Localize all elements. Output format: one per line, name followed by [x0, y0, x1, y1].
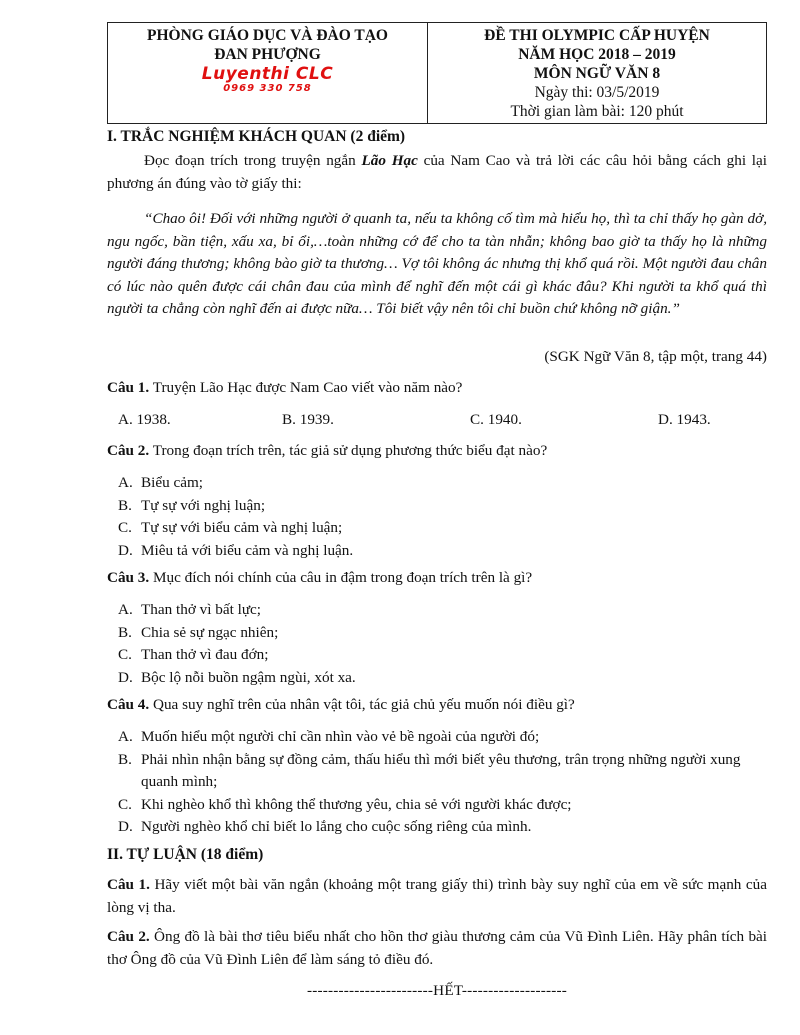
question-text: Trong đoạn trích trên, tác giả sử dụng phương thức biểu đạt nào? — [149, 442, 548, 459]
question-text: Qua suy nghĩ trên của nhân vật tôi, tác giả chủ yếu muốn nói điều gì? — [149, 696, 575, 713]
option: B. Phải nhìn nhận bằng sự đồng cảm, thấu hiểu thì mới biết yêu thương, trân trọng những người xung quanh mình; — [118, 750, 741, 790]
question-1 — [107, 377, 767, 400]
exam-date: Ngày thi: 03/5/2019 — [534, 84, 660, 101]
excerpt-source: (SGK Ngữ Văn 8, tập một, trang 44) — [544, 348, 767, 365]
section-title-part2: II. TỰ LUẬN (18 điểm) — [107, 846, 264, 863]
question-label: Câu 1. — [107, 379, 150, 396]
option: C. Tự sự với biểu cảm và nghị luận; — [118, 519, 343, 536]
question-2-options — [107, 472, 767, 562]
question-4-options — [107, 726, 767, 839]
option: D. Miêu tả với biểu cảm và nghị luận. — [118, 541, 354, 559]
option: D. Bộc lộ nỗi buồn ngậm ngùi, xót xa. — [118, 668, 356, 686]
option: B. Tự sự với nghị luận; — [118, 496, 266, 514]
header-school — [108, 23, 428, 123]
excerpt-quote: “Chao ôi! Đối với những người ở quanh ta, nếu ta không cố tìm mà hiểu họ, thì ta chỉ thấy họ gàn dở, ngu ngốc, bần tiện, xấu xa, bỉ ổi,…toàn những cớ để cho ta tàn nhẫn; không bao giờ ta thấy họ là những người đáng thương; không bào giờ ta thương… Vợ tôi không ác nhưng thị khổ quá rồi. Một người đau chân có lúc nào quên được cái chân đau của mình để nghĩ đến một cái gì khác đâu? Khi người ta khổ quá thì người ta chẳng còn nghĩ đến ai được nữa… Tôi biết vậy nên tôi chỉ buồn chứ không nỡ giận.” — [107, 210, 767, 317]
option: C. Khi nghèo khổ thì không thể thương yêu, chia sẻ với người khác được; — [118, 795, 572, 813]
question-label: Câu 2. — [107, 442, 150, 459]
school-year: NĂM HỌC 2018 – 2019 — [518, 46, 676, 63]
header-exam-info — [428, 23, 766, 123]
option: D. 1943. — [658, 411, 711, 428]
option: D. Người nghèo khổ chỉ biết lo lắng cho cuộc sống riêng của mình. — [118, 818, 532, 835]
question-label: Câu 2. — [107, 928, 150, 945]
watermark-phone: 0969 330 758 — [223, 83, 312, 94]
option: A. Than thở vì bất lực; — [118, 601, 262, 618]
question-label: Câu 4. — [107, 696, 150, 713]
question-3 — [107, 567, 767, 590]
exam-duration: Thời gian làm bài: 120 phút — [510, 103, 684, 120]
question-text: Truyện Lão Hạc được Nam Cao viết vào năm nào? — [149, 379, 463, 396]
question-text: Mục đích nói chính của câu in đậm trong đoạn trích trên là gì? — [149, 569, 533, 586]
option: A. Biểu cảm; — [118, 474, 203, 491]
exam-title: ĐỀ THI OLYMPIC CẤP HUYỆN — [484, 27, 710, 44]
watermark-logo: Luyenthi CLC — [201, 64, 334, 84]
essay-question-2 — [107, 926, 767, 971]
section-title-part1: I. TRẮC NGHIỆM KHÁCH QUAN (2 điểm) — [107, 128, 406, 145]
exam-header — [107, 22, 767, 124]
essay-question-1 — [107, 874, 767, 919]
option: C. 1940. — [470, 411, 522, 428]
subject: MÔN NGỮ VĂN 8 — [533, 65, 661, 82]
option: C. Than thở vì đau đớn; — [118, 646, 269, 663]
question-text: Hãy viết một bài văn ngắn (khoảng một trang giấy thi) trình bày suy nghĩ của em về sức mạnh của lòng vị tha. — [107, 876, 767, 916]
option: A. Muốn hiểu một người chỉ cần nhìn vào vẻ bề ngoài của người đó; — [118, 728, 540, 745]
department-name: PHÒNG GIÁO DỤC VÀ ĐÀO TẠO — [147, 27, 388, 44]
question-4 — [107, 694, 767, 717]
question-2 — [107, 440, 767, 463]
question-label: Câu 1. — [107, 876, 150, 893]
question-3-options — [107, 599, 767, 689]
intro-after: của Nam Cao và trả lời các câu hỏi bằng cách ghi lại phương án đúng vào tờ giấy thi: — [107, 152, 767, 192]
option: B. 1939. — [282, 411, 334, 428]
intro-before: Đọc đoạn trích trong truyện ngắn — [144, 152, 362, 169]
question-text: Ông đồ là bài thơ tiêu biểu nhất cho hồn thơ giàu thương cảm của Vũ Đình Liên. Hãy phân tích bài thơ Ông đồ của Vũ Đình Liên để làm sáng tỏ điều đó. — [107, 928, 767, 968]
intro-work-title: Lão Hạc — [361, 152, 418, 169]
question-1-options — [107, 409, 767, 432]
option: B. Chia sẻ sự ngạc nhiên; — [118, 623, 279, 641]
end-marker: ------------------------HẾT-------------------- — [306, 982, 568, 999]
district-name: ĐAN PHƯỢNG — [214, 46, 321, 63]
part1-intro — [107, 150, 767, 195]
option: A. 1938. — [118, 411, 171, 428]
question-label: Câu 3. — [107, 569, 150, 586]
